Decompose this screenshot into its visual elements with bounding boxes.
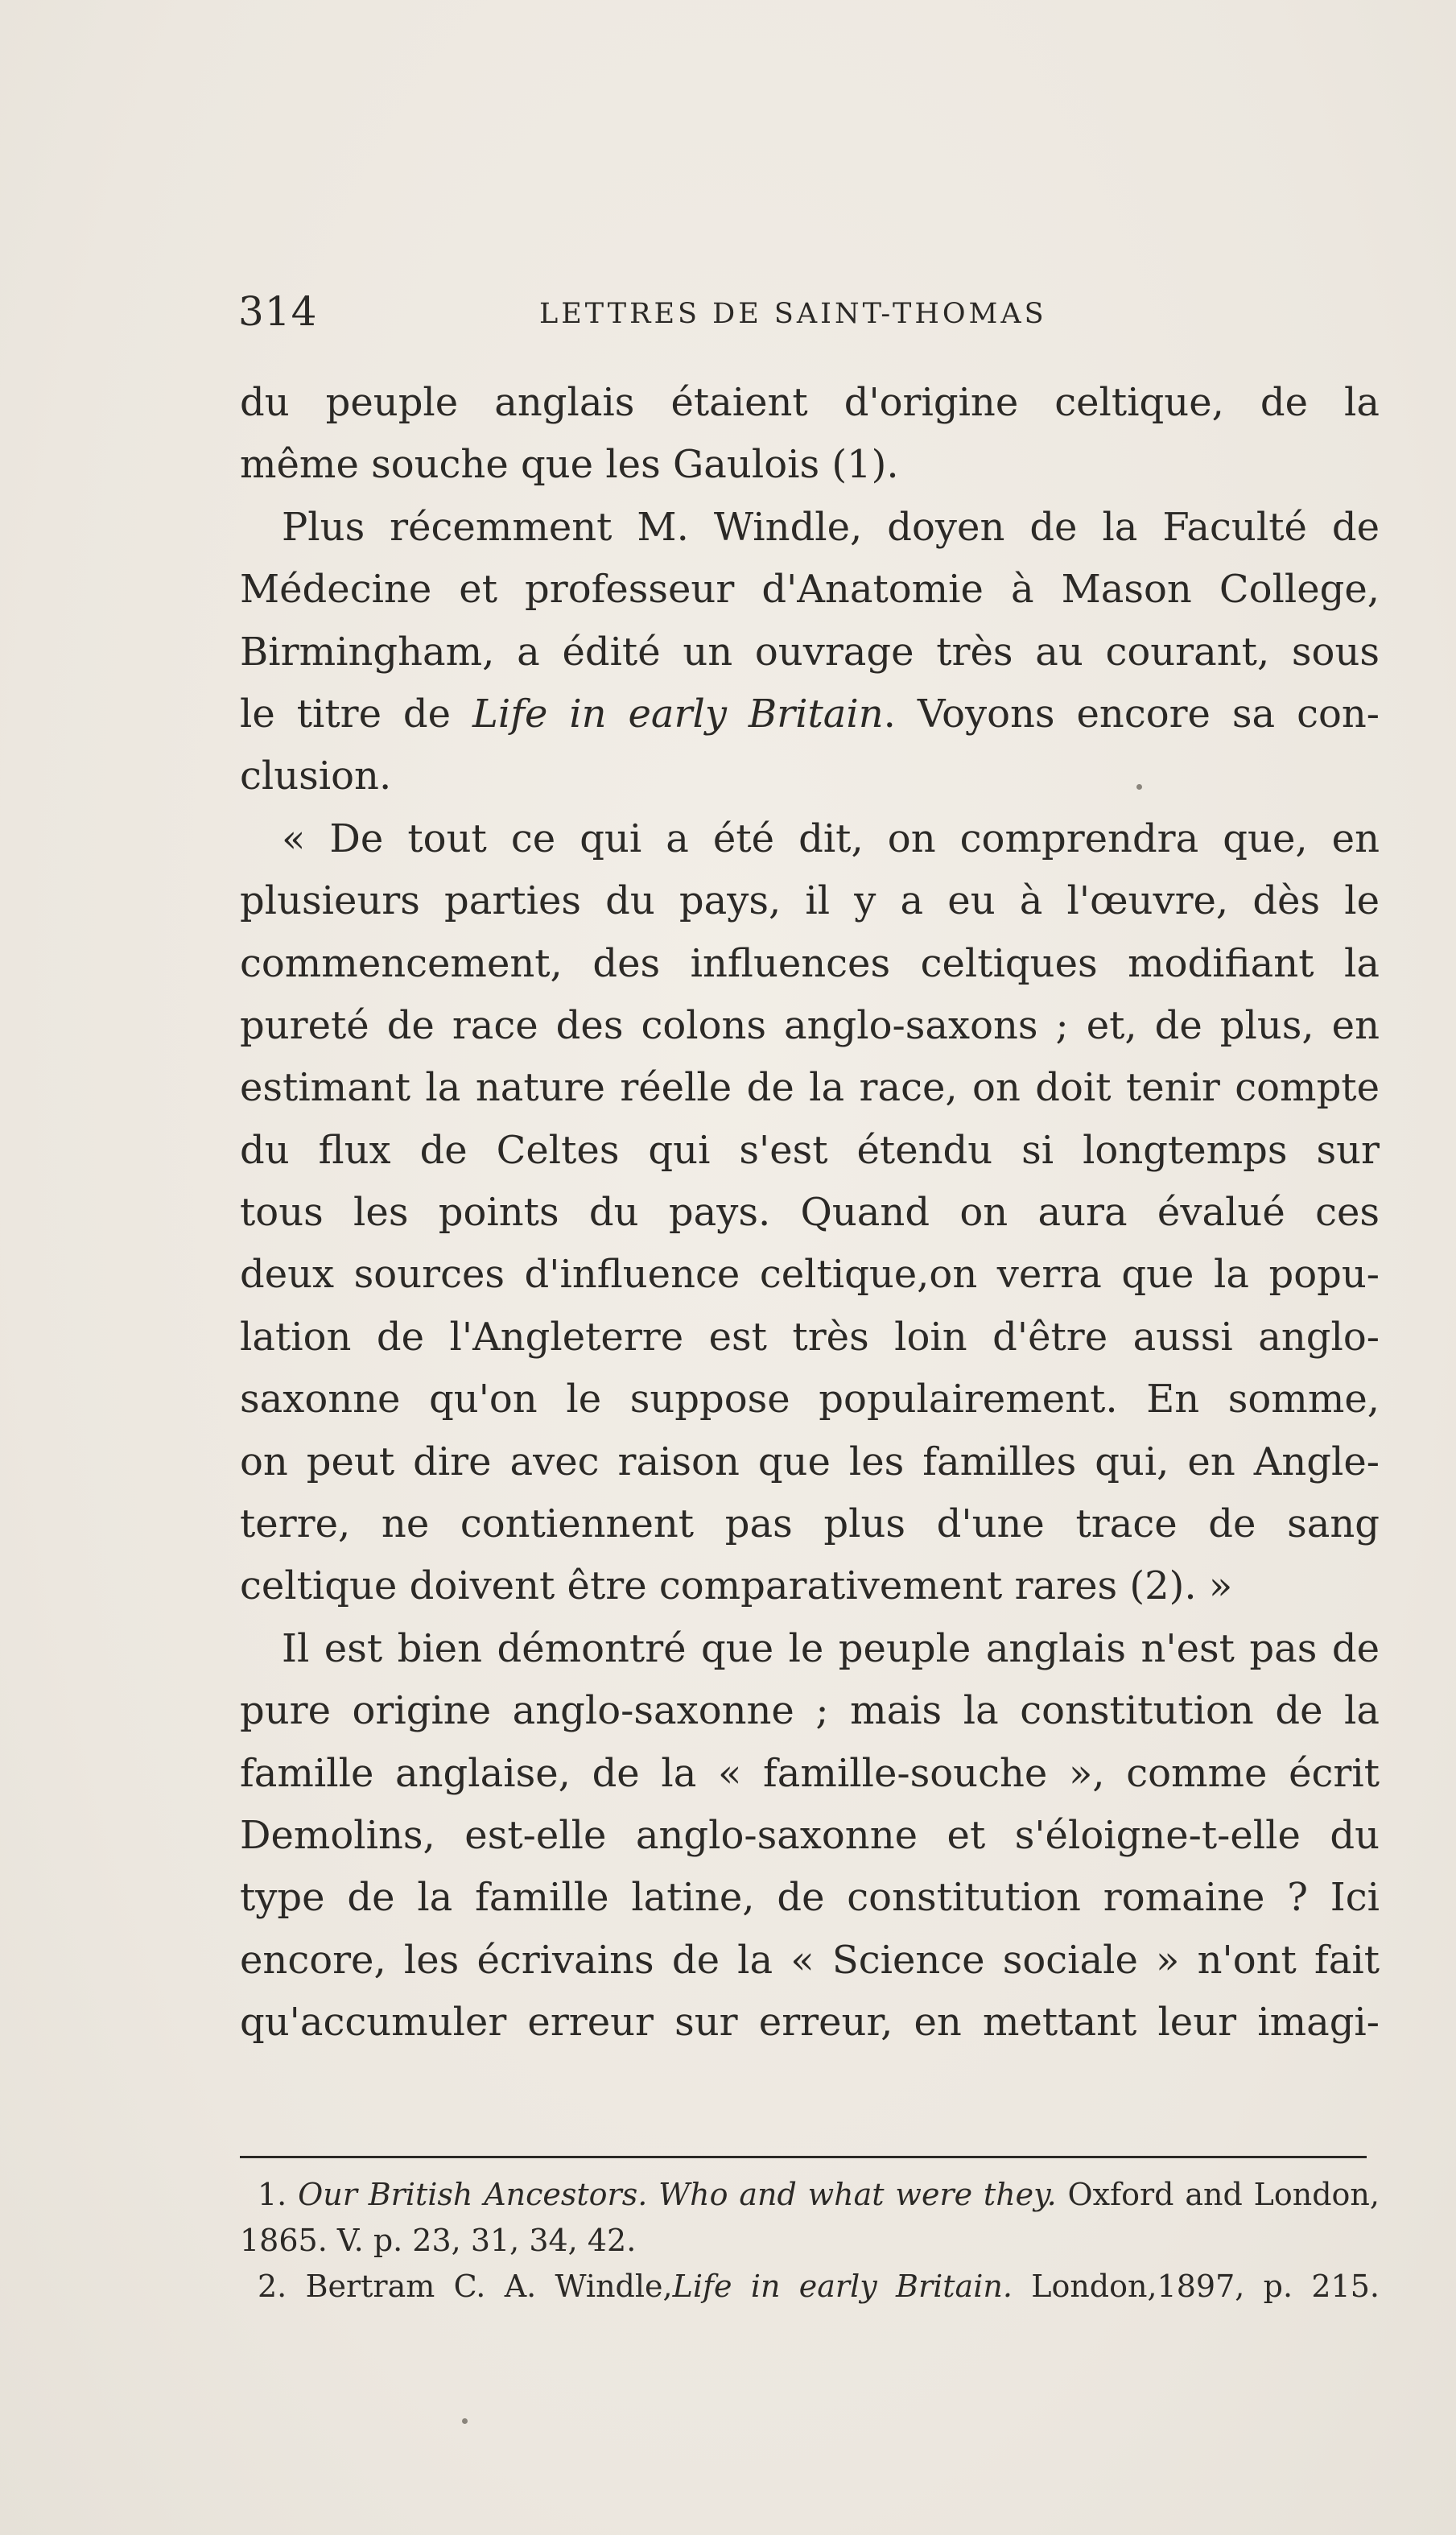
text-line: lation de l'Angleterre est très loin d'être aussi anglo- [240,1314,1380,1360]
text-line: encore, les écrivains de la « Science sociale » n'ont fait [240,1937,1380,1983]
footnote-line [240,2172,1380,2218]
text-line: plusieurs parties du pays, il y a eu à l'œuvre, dès le [240,878,1380,924]
text-line: famille anglaise, de la « famille-souche », comme écrit [240,1750,1380,1796]
text-line: du peuple anglais étaient d'origine celtique, de la [240,380,1380,425]
text-line: Plus récemment M. Windle, doyen de la Faculté de [282,504,1380,550]
text-line: saxonne qu'on le suppose populairement. En somme, [240,1377,1380,1422]
text-line: Il est bien démontré que le peuple anglais n'est pas de [282,1625,1380,1671]
text-line: même souche que les Gaulois (1). [240,442,899,488]
text-line: Demolins, est-elle anglo-saxonne et s'éloigne-t-elle du [240,1812,1380,1858]
body-text [240,372,1380,2054]
footnotes [240,2172,1380,2310]
text-segment: . Voyons encore sa con- [883,691,1380,737]
text-line: commencement, des influences celtiques modifiant la [240,940,1380,986]
text-line: terre, ne contiennent pas plus d'une trace de sang [240,1501,1380,1547]
text-line: « De tout ce qui a été dit, on comprendra que, en [282,815,1380,861]
text-line [240,683,1380,745]
text-line: pureté de race des colons anglo-saxons ; et, de plus, en [240,1002,1380,1048]
text-line: celtique doivent être comparativement rares (2). » [240,1563,1233,1609]
text-line: pure origine anglo-saxonne ; mais la constitution de la [240,1688,1380,1734]
footnote-text: 2. Bertram C. A. Windle, [258,2269,673,2304]
footnote-italic-title: Life in early Britain. [672,2269,1013,2304]
text-line: tous les points du pays. Quand on aura évalué ces [240,1190,1380,1236]
text-segment: le titre de [240,691,472,737]
text-line: Médecine et professeur d'Anatomie à Mason College, [240,567,1380,613]
text-line: deux sources d'influence celtique,on verra que la popu- [240,1252,1380,1298]
page-header [238,283,1365,340]
italic-title: Life in early Britain [472,691,884,737]
text-line: du flux de Celtes qui s'est étendu si longtemps sur [240,1127,1380,1173]
text-line: estimant la nature réelle de la race, on doit tenir compte [240,1065,1380,1111]
footnote-text: London,1897, p. 215. [1012,2269,1380,2304]
footnote-text: 1865. V. p. 23, 31, 34, 42. [240,2223,637,2258]
footnote-italic-title: Our British Ancestors. Who and what were they. [298,2177,1057,2212]
text-line: Birmingham, a édité un ouvrage très au courant, sous [240,629,1380,675]
running-title: LETTRES DE SAINT-THOMAS [539,298,1047,330]
paper-speck [462,2418,468,2424]
text-line: type de la famille latine, de constitution romaine ? Ici [240,1875,1380,1921]
footnote-rule [240,2156,1367,2158]
footnote-line [240,2264,1380,2310]
text-line: qu'accumuler erreur sur erreur, en mettant leur imagi- [240,2000,1380,2046]
footnote-text: 1. [258,2177,299,2212]
paper-speck [1136,784,1142,790]
text-line: clusion. [240,753,392,799]
text-line: on peut dire avec raison que les familles qui, en Angle- [240,1439,1380,1484]
page-number: 314 [238,288,318,335]
footnote-line [240,2218,1380,2264]
footnote-text: Oxford and London, [1056,2177,1380,2212]
